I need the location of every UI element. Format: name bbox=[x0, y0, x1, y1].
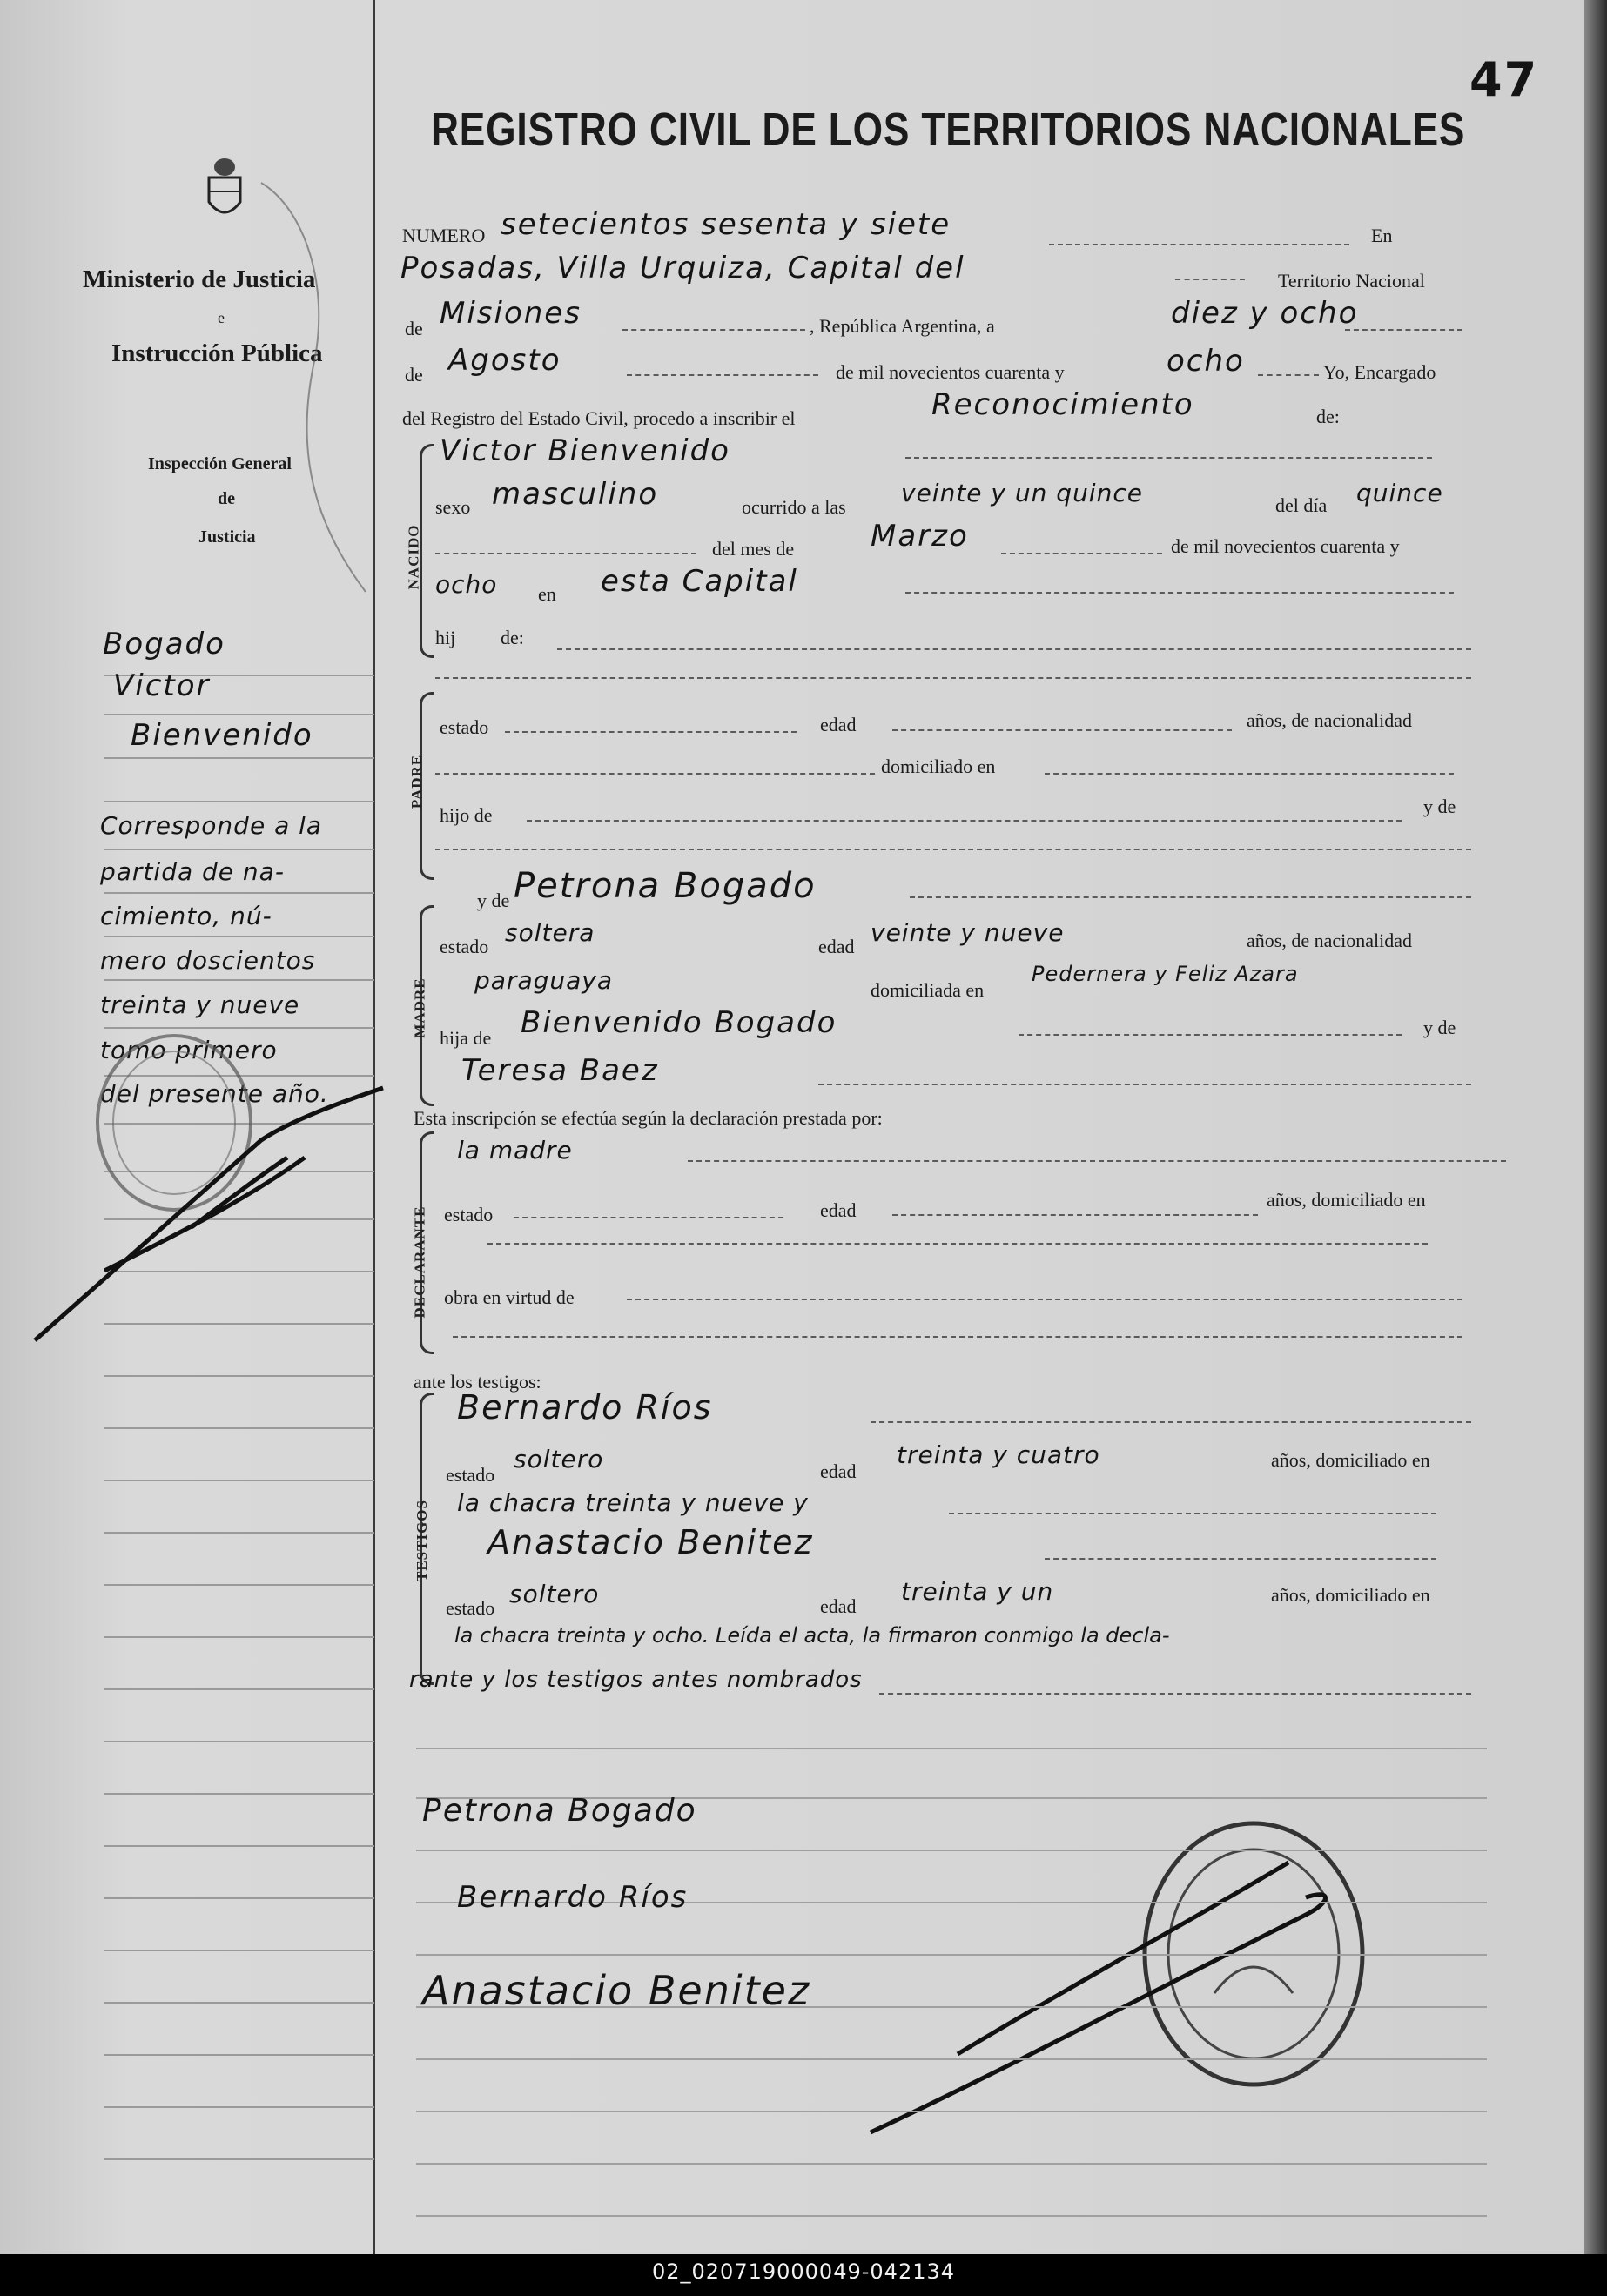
label-edad: edad bbox=[820, 714, 857, 735]
signature-testigo2: Anastacio Benitez bbox=[422, 1967, 811, 2014]
value-dia-nac: quince bbox=[1356, 479, 1443, 507]
margin-note-line: del presente año. bbox=[100, 1079, 329, 1108]
label-de2: de bbox=[405, 364, 423, 386]
section-testigos: TESTIGOS bbox=[414, 1500, 430, 1581]
value-madre-madre: Teresa Baez bbox=[461, 1053, 659, 1088]
margin-note-line: partida de na- bbox=[100, 857, 285, 886]
label-estado5: estado bbox=[446, 1597, 495, 1619]
value-numero: setecientos sesenta y siete bbox=[501, 207, 951, 242]
value-testigo1: Bernardo Ríos bbox=[457, 1388, 713, 1427]
value-cierre: rante y los testigos antes nombrados bbox=[409, 1667, 863, 1693]
margin-stamp bbox=[97, 1036, 251, 1210]
signature-madre: Petrona Bogado bbox=[422, 1793, 697, 1829]
margin-note-line: cimiento, nú- bbox=[100, 902, 272, 930]
value-madre-padre: Bienvenido Bogado bbox=[521, 1005, 837, 1040]
section-padre: PADRE bbox=[408, 754, 426, 809]
label-edad5: edad bbox=[820, 1595, 857, 1617]
label-anos-nac2: años, de nacionalidad bbox=[1247, 930, 1412, 951]
value-acto: Reconocimiento bbox=[931, 387, 1194, 422]
value-sexo: masculino bbox=[492, 477, 659, 512]
label-de3: de: bbox=[501, 627, 524, 648]
ministry-line1: Ministerio de Justicia bbox=[83, 265, 316, 293]
label-estado2: estado bbox=[440, 936, 489, 957]
label-en: En bbox=[1371, 225, 1393, 246]
label-domiciliado-en: domiciliado en bbox=[881, 755, 996, 777]
label-obra: obra en virtud de bbox=[444, 1286, 575, 1308]
inspection-line3: Justicia bbox=[198, 527, 256, 547]
label-declaracion: Esta inscripción se efectúa según la declaración prestada por: bbox=[414, 1107, 883, 1129]
value-lugar-nac: esta Capital bbox=[601, 564, 798, 599]
label-anos-dom3: años, domiciliado en bbox=[1271, 1584, 1430, 1606]
margin-surname: Bogado bbox=[103, 627, 225, 661]
margin-signature bbox=[35, 1088, 383, 1340]
ministry-conj: e bbox=[218, 309, 225, 326]
section-nacido: NACIDO bbox=[405, 524, 422, 590]
label-testigos: ante los testigos: bbox=[414, 1371, 541, 1393]
label-edad3: edad bbox=[820, 1199, 857, 1221]
label-de-colon: de: bbox=[1316, 406, 1340, 427]
margin-note-line: Corresponde a la bbox=[100, 811, 323, 840]
label-de: de bbox=[405, 318, 423, 339]
value-testigo1-estado: soltero bbox=[514, 1445, 604, 1474]
page-number: 47 bbox=[1469, 52, 1539, 107]
label-territorio: Territorio Nacional bbox=[1278, 270, 1425, 292]
image-id-label: 02_020719000049-042134 bbox=[651, 2259, 956, 2284]
inspection-line1: Inspección General bbox=[148, 454, 292, 473]
section-madre: MADRE bbox=[411, 977, 428, 1038]
value-lugar: Posadas, Villa Urquiza, Capital del bbox=[400, 251, 965, 285]
label-hija-de: hija de bbox=[440, 1027, 492, 1049]
label-y-de: y de bbox=[1423, 796, 1456, 817]
margin-note-line: tomo primero bbox=[100, 1036, 278, 1064]
label-hij: hij bbox=[435, 627, 456, 648]
label-en2: en bbox=[538, 583, 556, 605]
margin-firstname: Victor bbox=[113, 668, 211, 703]
value-madre-dom: Pedernera y Feliz Azara bbox=[1032, 962, 1299, 986]
label-estado: estado bbox=[440, 716, 489, 738]
label-del-mes: del mes de bbox=[712, 538, 795, 560]
value-anio-nac: ocho bbox=[435, 570, 498, 599]
signature-testigo1: Bernardo Ríos bbox=[457, 1880, 689, 1915]
value-madre-nac: paraguaya bbox=[474, 966, 614, 995]
label-registro: del Registro del Estado Civil, procedo a inscribir el bbox=[402, 407, 796, 429]
value-testigo2-estado: soltero bbox=[509, 1580, 600, 1608]
label-estado4: estado bbox=[446, 1464, 495, 1486]
footer-bar bbox=[0, 2254, 1607, 2296]
label-numero: NUMERO bbox=[402, 225, 486, 246]
label-y-de2: y de bbox=[477, 890, 510, 911]
label-yo: Yo, Encargado bbox=[1323, 361, 1436, 383]
value-madre-edad: veinte y nueve bbox=[871, 918, 1065, 947]
label-ocurrido: ocurrido a las bbox=[742, 496, 846, 518]
inspection-line2: de bbox=[218, 489, 235, 508]
label-mil-nov: de mil novecientos cuarenta y bbox=[836, 361, 1065, 383]
value-testigo2-edad: treinta y un bbox=[901, 1577, 1054, 1606]
margin-note-line: mero doscientos bbox=[100, 946, 316, 975]
label-anos-dom2: años, domiciliado en bbox=[1271, 1449, 1430, 1471]
value-testigo2: Anastacio Benitez bbox=[487, 1523, 814, 1561]
value-testigo2-dom: la chacra treinta y ocho. Leída el acta, la firmaron conmigo la decla- bbox=[454, 1623, 1170, 1648]
label-del-dia: del día bbox=[1275, 494, 1328, 516]
label-anos-nac: años, de nacionalidad bbox=[1247, 709, 1412, 731]
value-testigo1-dom: la chacra treinta y nueve y bbox=[457, 1488, 809, 1517]
label-edad2: edad bbox=[818, 936, 855, 957]
label-republica: , República Argentina, a bbox=[810, 315, 995, 337]
value-madre: Petrona Bogado bbox=[514, 866, 817, 906]
section-declarante: DECLARANTE bbox=[411, 1205, 428, 1319]
label-hijo-de: hijo de bbox=[440, 804, 493, 826]
value-madre-estado: soltera bbox=[505, 918, 595, 947]
label-domiciliada-en: domiciliada en bbox=[871, 979, 985, 1001]
value-hora: veinte y un quince bbox=[901, 479, 1143, 507]
ministry-line2: Instrucción Pública bbox=[111, 339, 323, 367]
value-anio: ocho bbox=[1167, 344, 1245, 379]
label-mil-nov2: de mil novecientos cuarenta y bbox=[1171, 535, 1400, 557]
margin-note-line: treinta y nueve bbox=[100, 990, 300, 1019]
label-y-de3: y de bbox=[1423, 1017, 1456, 1038]
value-nombre: Victor Bienvenido bbox=[440, 433, 730, 468]
label-estado3: estado bbox=[444, 1204, 494, 1225]
page-title: REGISTRO CIVIL DE LOS TERRITORIOS NACIONALES bbox=[431, 104, 1466, 156]
value-mes-nac: Marzo bbox=[871, 519, 969, 554]
value-territorio: Misiones bbox=[440, 296, 582, 331]
value-testigo1-edad: treinta y cuatro bbox=[897, 1440, 1100, 1469]
margin-middlename: Bienvenido bbox=[131, 718, 313, 753]
value-mes: Agosto bbox=[448, 343, 561, 378]
label-edad4: edad bbox=[820, 1460, 857, 1482]
label-sexo: sexo bbox=[435, 496, 471, 518]
label-anos-dom: años, domiciliado en bbox=[1267, 1189, 1426, 1211]
value-dia: diez y ocho bbox=[1171, 296, 1359, 331]
value-declarante: la madre bbox=[457, 1136, 573, 1165]
